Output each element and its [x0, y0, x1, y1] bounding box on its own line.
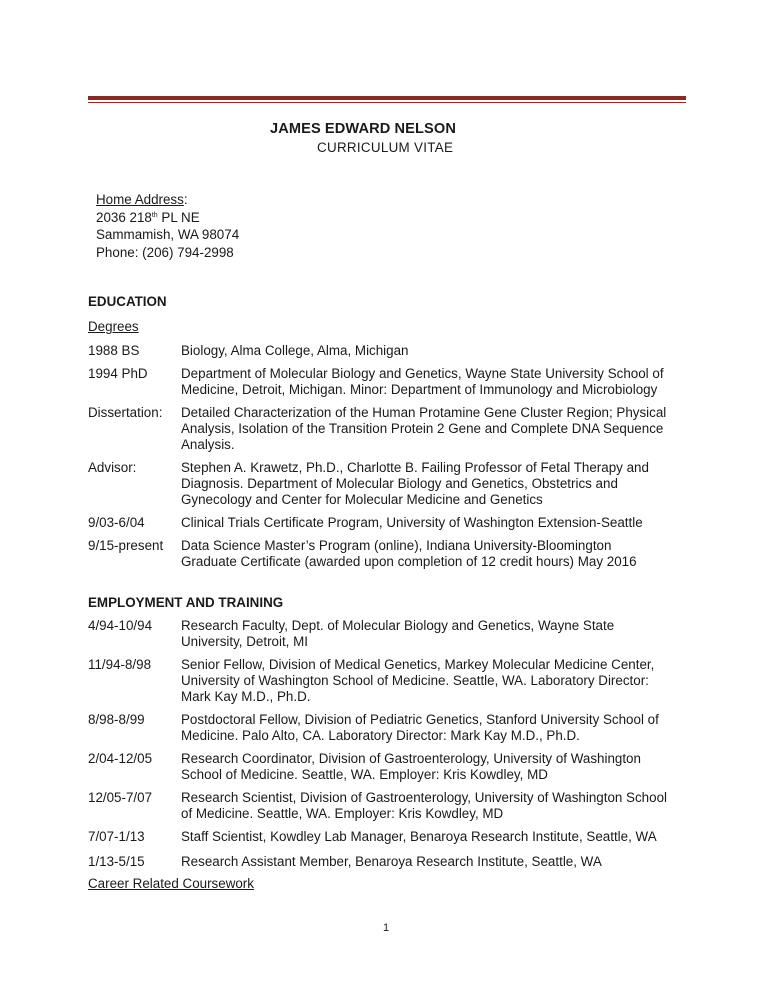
entry-line: Analysis, Isolation of the Transition Protein 2 Gene and Complete DNA Sequence — [181, 420, 664, 436]
entry-key: 8/98-8/99 — [88, 712, 145, 727]
entry-text — [181, 366, 691, 398]
entry-text — [181, 538, 691, 570]
street-ordinal: th — [151, 211, 158, 219]
page-number: 1 — [383, 922, 390, 934]
entry-line: School of Medicine. Seattle, WA. Employer: Kris Kowdley, MD — [181, 766, 548, 782]
entry-key: 7/07-1/13 — [88, 829, 145, 844]
header-rule-thin — [88, 102, 686, 103]
entry-text — [181, 618, 691, 650]
entry-text — [181, 343, 691, 359]
home-address-block — [96, 191, 239, 261]
entry-line: Research Coordinator, Division of Gastroenterology, University of Washington — [181, 751, 641, 766]
degrees-subheading: Degrees — [88, 319, 139, 334]
entry-line: Data Science Master’s Program (online), Indiana University-Bloomington — [181, 538, 612, 553]
entry-key: 1988 BS — [88, 343, 140, 358]
entry-text — [181, 460, 691, 507]
entry-line: Clinical Trials Certificate Program, University of Washington Extension-Seattle — [181, 515, 643, 530]
entry-key: 1/13-5/15 — [88, 854, 145, 869]
entry-line: University of Washington School of Medicine. Seattle, WA. Laboratory Director: — [181, 672, 649, 688]
entry-line: Gynecology and Center for Molecular Medicine and Genetics — [181, 491, 543, 507]
address-street — [96, 209, 239, 227]
cv-name: JAMES EDWARD NELSON — [270, 121, 456, 137]
entry-text — [181, 405, 691, 452]
entry-line: Research Faculty, Dept. of Molecular Biology and Genetics, Wayne State — [181, 618, 615, 633]
employment-heading: EMPLOYMENT AND TRAINING — [88, 595, 284, 610]
entry-line: Staff Scientist, Kowdley Lab Manager, Benaroya Research Institute, Seattle, WA — [181, 829, 657, 844]
entry-key: 2/04-12/05 — [88, 751, 153, 766]
entry-key: Dissertation: — [88, 405, 163, 420]
entry-text — [181, 854, 691, 870]
entry-key: 12/05-7/07 — [88, 790, 153, 805]
entry-line: Detailed Characterization of the Human Protamine Gene Cluster Region; Physical — [181, 405, 667, 420]
address-city: Sammamish, WA 98074 — [96, 227, 240, 243]
entry-line: Research Assistant Member, Benaroya Research Institute, Seattle, WA — [181, 854, 602, 869]
entry-line: University, Detroit, MI — [181, 633, 308, 649]
entry-line: Research Scientist, Division of Gastroenterology, University of Washington School — [181, 790, 667, 805]
entry-line: Stephen A. Krawetz, Ph.D., Charlotte B. Failing Professor of Fetal Therapy and — [181, 460, 649, 475]
entry-line: Medicine. Palo Alto, CA. Laboratory Director: Mark Kay M.D., Ph.D. — [181, 727, 580, 743]
entry-line: Diagnosis. Department of Molecular Biology and Genetics, Obstetrics and — [181, 475, 618, 491]
entry-line: Mark Kay M.D., Ph.D. — [181, 688, 311, 704]
entry-text — [181, 829, 691, 845]
entry-line: Postdoctoral Fellow, Division of Pediatric Genetics, Stanford University School of — [181, 712, 659, 727]
entry-text — [181, 790, 691, 822]
coursework-subheading: Career Related Coursework — [88, 876, 254, 891]
entry-key: 4/94-10/94 — [88, 618, 153, 633]
entry-key: Advisor: — [88, 460, 137, 475]
entry-key: 9/15-present — [88, 538, 164, 553]
address-label-colon: : — [183, 192, 188, 207]
entry-text — [181, 657, 691, 704]
entry-key: 9/03-6/04 — [88, 515, 145, 530]
street-name: PL NE — [157, 209, 200, 225]
entry-line: Graduate Certificate (awarded upon completion of 12 credit hours) May 2016 — [181, 553, 637, 569]
cv-subtitle: CURRICULUM VITAE — [317, 140, 454, 155]
address-phone: Phone: (206) 794-2998 — [96, 244, 234, 260]
address-label: Home Address — [96, 192, 184, 207]
address-label-line — [96, 191, 239, 209]
entry-key: 1994 PhD — [88, 366, 148, 381]
entry-key: 11/94-8/98 — [88, 657, 152, 672]
entry-text — [181, 712, 691, 744]
street-number: 2036 218 — [96, 209, 152, 225]
header-rule-thick — [88, 96, 686, 100]
entry-line: Department of Molecular Biology and Genetics, Wayne State University School of — [181, 366, 664, 381]
entry-line: Analysis. — [181, 436, 235, 452]
entry-line: of Medicine. Seattle, WA. Employer: Kris Kowdley, MD — [181, 805, 504, 821]
entry-text — [181, 751, 691, 783]
entry-text — [181, 515, 691, 531]
entry-line: Senior Fellow, Division of Medical Genetics, Markey Molecular Medicine Center, — [181, 657, 655, 672]
entry-line: Biology, Alma College, Alma, Michigan — [181, 343, 409, 358]
education-heading: EDUCATION — [88, 294, 167, 309]
entry-line: Medicine, Detroit, Michigan. Minor: Department of Immunology and Microbiology — [181, 381, 658, 397]
